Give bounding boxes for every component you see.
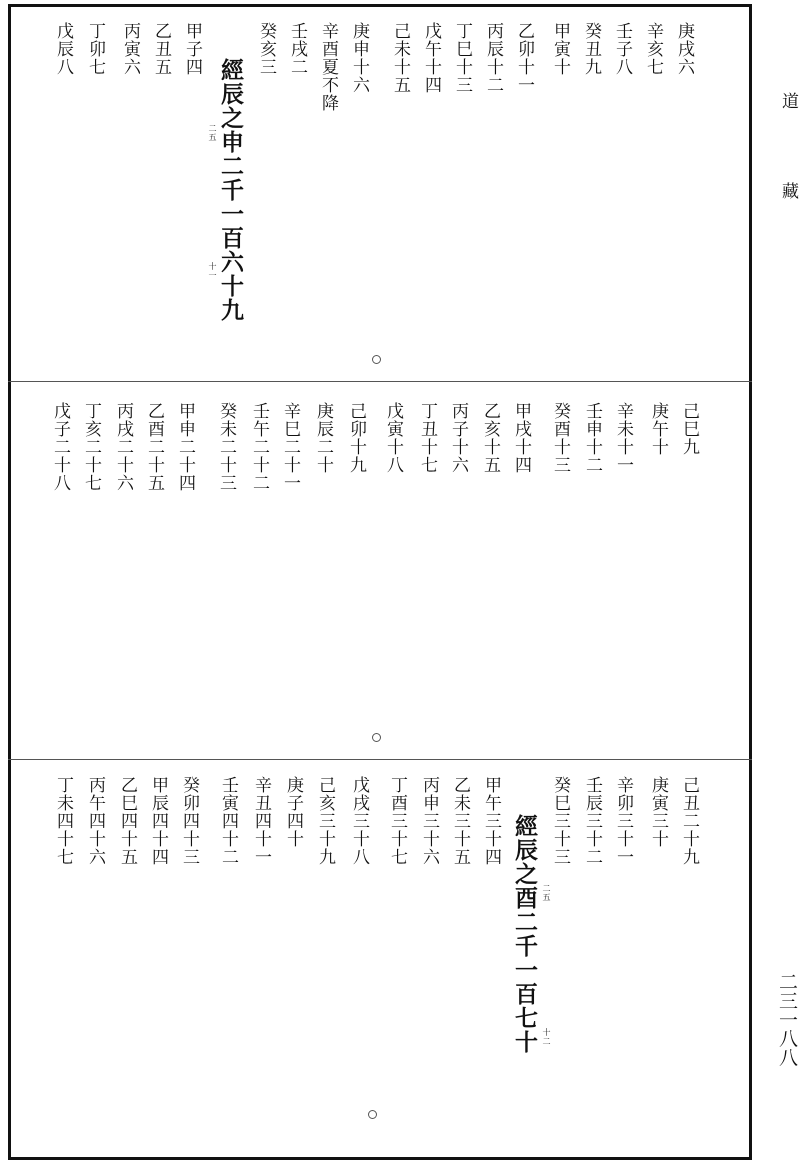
p1-col-3: 壬子八 [612,22,632,76]
p1-heading-note-top: 二五 [208,124,217,142]
p1-col-8: 丁巳十三 [452,22,472,94]
p2-col-2: 庚午十 [648,402,668,456]
p3-col-11: 己亥三十九 [315,776,335,866]
p2-col-18: 丙戌二十六 [113,402,133,492]
p1-heading: 經辰之申二千一百六十九 [217,58,244,322]
p2-col-12: 庚辰二十 [313,402,333,474]
p1-col-10: 己未十五 [390,22,410,94]
page-number: 二三一八八 [776,972,798,1067]
margin-title-1: 道 [778,92,798,109]
p1-col-6: 乙卯十一 [514,22,534,94]
p2-col-16: 甲申二十四 [175,402,195,492]
p3-heading-note-bottom: 十二 [542,1028,551,1046]
p1-col-13: 壬戌二 [287,22,307,76]
p3-col-6: 甲午三十四 [481,776,501,866]
p2-col-7: 乙亥十五 [480,402,500,474]
p3-col-4: 壬辰三十二 [582,776,602,866]
p1-col-14: 癸亥三 [256,22,276,76]
panel-divider-1 [8,381,752,382]
p1-col-9: 戊午十四 [421,22,441,94]
p1-col-7: 丙辰十二 [483,22,503,94]
p2-col-15: 癸未二十三 [216,402,236,492]
p1-col-2: 辛亥七 [643,22,663,76]
p1-col-19: 戊辰八 [53,22,73,76]
p3-col-7: 乙未三十五 [450,776,470,866]
p3-col-12: 庚子四十 [283,776,303,848]
p2-col-11: 己卯十九 [346,402,366,474]
p3-col-9: 丁酉三十七 [387,776,407,866]
p3-col-18: 丙午四十六 [85,776,105,866]
p3-col-15: 癸卯四十三 [179,776,199,866]
p2-col-19: 丁亥二十七 [81,402,101,492]
p2-col-14: 壬午二十二 [249,402,269,492]
p2-col-13: 辛巳二十一 [280,402,300,492]
p2-col-9: 丁丑十七 [417,402,437,474]
p2-center-mark [372,733,381,742]
p1-col-4: 癸丑九 [581,22,601,76]
p1-heading-note-bottom: 十一 [208,262,217,280]
p3-col-3: 辛卯三十一 [613,776,633,866]
page-frame [8,4,752,1160]
p3-col-14: 壬寅四十二 [218,776,238,866]
p3-col-5: 癸巳三十三 [550,776,570,866]
p3-col-8: 丙申三十六 [419,776,439,866]
p2-col-6: 甲戌十四 [511,402,531,474]
p2-col-20: 戊子二十八 [50,402,70,492]
p2-col-10: 戊寅十八 [383,402,403,474]
p3-col-2: 庚寅三十 [648,776,668,848]
p2-col-3: 辛未十一 [613,402,633,474]
p3-heading-note-top: 二五 [542,884,551,902]
p3-center-mark [368,1110,377,1119]
p3-col-13: 辛丑四十一 [251,776,271,866]
p1-col-5: 甲寅十 [550,22,570,76]
p3-col-19: 丁未四十七 [53,776,73,866]
p1-col-18: 丁卯七 [85,22,105,76]
p2-col-8: 丙子十六 [448,402,468,474]
p3-col-1: 己丑二十九 [679,776,699,866]
p1-col-17: 丙寅六 [120,22,140,76]
p2-col-5: 癸酉十三 [550,402,570,474]
p3-col-10: 戊戌三十八 [349,776,369,866]
p2-col-1: 己巳九 [679,402,699,456]
panel-divider-2 [8,759,752,760]
p1-col-11: 庚申十六 [349,22,369,94]
p2-col-17: 乙酉二十五 [144,402,164,492]
p2-col-4: 壬申十二 [582,402,602,474]
p3-col-17: 乙巳四十五 [117,776,137,866]
p1-center-mark [372,355,381,364]
p1-col-12: 辛酉夏不降 [318,22,338,112]
p1-col-15: 甲子四 [182,22,202,76]
p3-col-16: 甲辰四十四 [148,776,168,866]
margin-title-2: 藏 [778,182,798,199]
p3-heading: 經辰之酉二千一百七十 [511,814,538,1054]
p1-col-1: 庚戌六 [674,22,694,76]
p1-col-16: 乙丑五 [151,22,171,76]
